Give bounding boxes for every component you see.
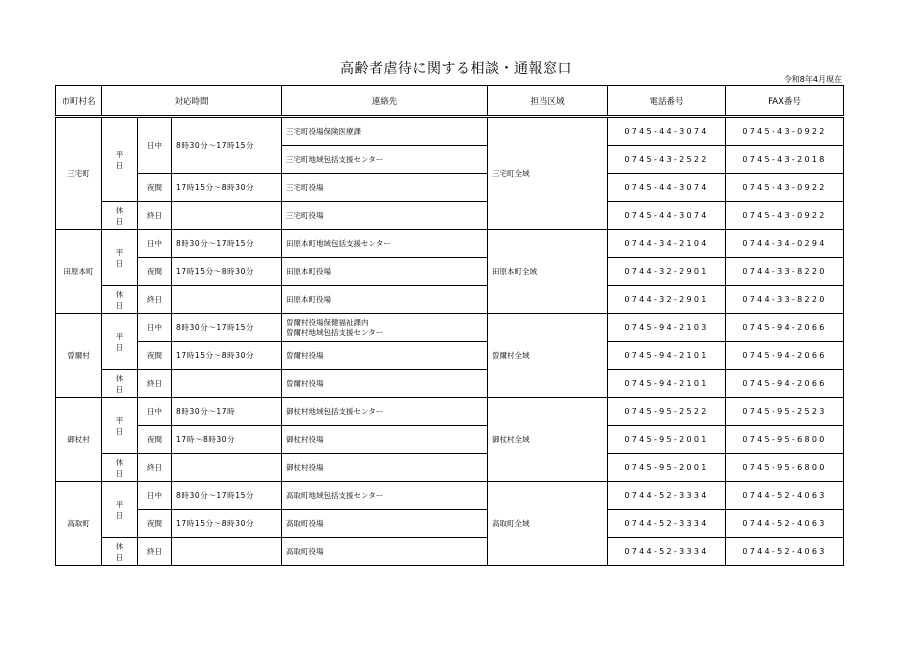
table-row xyxy=(56,314,844,342)
fax-number: 0744-52-4063 xyxy=(726,510,844,538)
phone-number: 0745-43-2522 xyxy=(608,146,726,174)
phone-number: 0745-95-2001 xyxy=(608,426,726,454)
fax-number: 0744-33-8220 xyxy=(726,258,844,286)
table-row xyxy=(56,286,844,314)
period-label: 夜間 xyxy=(138,510,172,538)
time-range: 8時30分～17時15分 xyxy=(172,230,282,258)
contact-name: 田原本町役場 xyxy=(282,258,488,286)
time-range: 17時15分～8時30分 xyxy=(172,342,282,370)
municipality-name: 高取町 xyxy=(56,482,102,566)
municipality-name: 御杖村 xyxy=(56,398,102,482)
contact-name: 三宅町役場保険医療課 xyxy=(282,117,488,146)
table-row xyxy=(56,454,844,482)
time-range xyxy=(172,286,282,314)
phone-number: 0745-95-2001 xyxy=(608,454,726,482)
contact-name: 三宅町地域包括支援センター xyxy=(282,146,488,174)
table-row xyxy=(56,202,844,230)
time-range: 8時30分～17時 xyxy=(172,398,282,426)
table-row xyxy=(56,510,844,538)
phone-number: 0745-44-3074 xyxy=(608,202,726,230)
table-row xyxy=(56,370,844,398)
fax-number: 0745-43-0922 xyxy=(726,202,844,230)
contact-name: 三宅町役場 xyxy=(282,174,488,202)
fax-number: 0744-52-4063 xyxy=(726,538,844,566)
fax-number: 0745-94-2066 xyxy=(726,314,844,342)
weekday-label: 平 日 xyxy=(102,398,138,454)
contact-name: 高取町地域包括支援センター xyxy=(282,482,488,510)
holiday-label: 休 日 xyxy=(102,370,138,398)
period-label: 日中 xyxy=(138,230,172,258)
period-label: 日中 xyxy=(138,398,172,426)
fax-number: 0744-52-4063 xyxy=(726,482,844,510)
phone-number: 0744-32-2901 xyxy=(608,258,726,286)
period-label: 日中 xyxy=(138,314,172,342)
phone-number: 0744-52-3334 xyxy=(608,510,726,538)
phone-number: 0744-52-3334 xyxy=(608,482,726,510)
header-contact: 連絡先 xyxy=(282,86,488,117)
table-row xyxy=(56,342,844,370)
page-title: 高齢者虐待に関する相談・通報窓口 xyxy=(340,61,572,77)
period-label: 夜間 xyxy=(138,258,172,286)
time-range: 17時15分～8時30分 xyxy=(172,258,282,286)
fax-number: 0745-43-0922 xyxy=(726,117,844,146)
phone-number: 0744-34-2104 xyxy=(608,230,726,258)
holiday-label: 休 日 xyxy=(102,538,138,566)
fax-number: 0745-94-2066 xyxy=(726,370,844,398)
contact-line: 曽爾村役場保健福祉課内 xyxy=(286,317,369,327)
phone-number: 0745-44-3074 xyxy=(608,174,726,202)
time-range: 17時～8時30分 xyxy=(172,426,282,454)
time-range xyxy=(172,454,282,482)
fax-number: 0745-95-2523 xyxy=(726,398,844,426)
table-row xyxy=(56,174,844,202)
contact-name: 高取町役場 xyxy=(282,510,488,538)
fax-number: 0745-43-0922 xyxy=(726,174,844,202)
time-range xyxy=(172,202,282,230)
holiday-label: 休 日 xyxy=(102,202,138,230)
table-row xyxy=(56,258,844,286)
weekday-label: 平 日 xyxy=(102,230,138,286)
contact-table xyxy=(55,85,844,566)
weekday-label: 平 日 xyxy=(102,314,138,370)
phone-number: 0745-95-2522 xyxy=(608,398,726,426)
table-row xyxy=(56,538,844,566)
municipality-name: 曽爾村 xyxy=(56,314,102,398)
contact-name: 御杖村地域包括支援センター xyxy=(282,398,488,426)
header-fax: FAX番号 xyxy=(726,86,844,117)
holiday-label: 休 日 xyxy=(102,454,138,482)
header-area: 担当区域 xyxy=(488,86,608,117)
area-label: 三宅町全域 xyxy=(488,117,608,230)
holiday-label: 休 日 xyxy=(102,286,138,314)
weekday-label: 平 日 xyxy=(102,482,138,538)
area-label: 曽爾村全域 xyxy=(488,314,608,398)
period-label: 終日 xyxy=(138,454,172,482)
phone-number: 0745-44-3074 xyxy=(608,117,726,146)
table-row xyxy=(56,426,844,454)
contact-name: 高取町役場 xyxy=(282,538,488,566)
phone-number: 0745-94-2103 xyxy=(608,314,726,342)
time-range: 8時30分～17時15分 xyxy=(172,117,282,174)
time-range: 8時30分～17時15分 xyxy=(172,314,282,342)
table-row xyxy=(56,230,844,258)
area-label: 田原本町全域 xyxy=(488,230,608,314)
phone-number: 0744-32-2901 xyxy=(608,286,726,314)
contact-name: 田原本町役場 xyxy=(282,286,488,314)
phone-number: 0745-94-2101 xyxy=(608,370,726,398)
period-label: 終日 xyxy=(138,538,172,566)
contact-name: 御杖村役場 xyxy=(282,454,488,482)
header-hours: 対応時間 xyxy=(102,86,282,117)
period-label: 日中 xyxy=(138,482,172,510)
time-range: 17時15分～8時30分 xyxy=(172,174,282,202)
contact-name: 曽爾村役場 xyxy=(282,370,488,398)
contact-name: 田原本町地域包括支援センター xyxy=(282,230,488,258)
time-range: 8時30分～17時15分 xyxy=(172,482,282,510)
fax-number: 0745-43-2018 xyxy=(726,146,844,174)
contact-name xyxy=(282,314,488,342)
area-label: 高取町全域 xyxy=(488,482,608,566)
phone-number: 0744-52-3334 xyxy=(608,538,726,566)
table-row xyxy=(56,117,844,146)
contact-name: 御杖村役場 xyxy=(282,426,488,454)
header-row xyxy=(56,86,844,117)
contact-name: 曽爾村役場 xyxy=(282,342,488,370)
header-municipality: 市町村名 xyxy=(56,86,102,117)
fax-number: 0745-94-2066 xyxy=(726,342,844,370)
time-range xyxy=(172,370,282,398)
fax-number: 0745-95-6800 xyxy=(726,426,844,454)
fax-number: 0744-33-8220 xyxy=(726,286,844,314)
time-range xyxy=(172,538,282,566)
municipality-name: 三宅町 xyxy=(56,117,102,230)
period-label: 終日 xyxy=(138,202,172,230)
contact-line: 曽爾村地域包括支援センター xyxy=(286,327,384,337)
fax-number: 0744-34-0294 xyxy=(726,230,844,258)
fax-number: 0745-95-6800 xyxy=(726,454,844,482)
header-phone: 電話番号 xyxy=(608,86,726,117)
period-label: 夜間 xyxy=(138,174,172,202)
date-note: 令和8年4月現在 xyxy=(783,75,842,84)
table-row xyxy=(56,482,844,510)
contact-name: 三宅町役場 xyxy=(282,202,488,230)
period-label: 終日 xyxy=(138,286,172,314)
phone-number: 0745-94-2101 xyxy=(608,342,726,370)
area-label: 御杖村全域 xyxy=(488,398,608,482)
period-label: 夜間 xyxy=(138,426,172,454)
period-label: 終日 xyxy=(138,370,172,398)
weekday-label: 平 日 xyxy=(102,117,138,202)
time-range: 17時15分～8時30分 xyxy=(172,510,282,538)
municipality-name: 田原本町 xyxy=(56,230,102,314)
period-label: 日中 xyxy=(138,117,172,174)
period-label: 夜間 xyxy=(138,342,172,370)
table-row xyxy=(56,398,844,426)
